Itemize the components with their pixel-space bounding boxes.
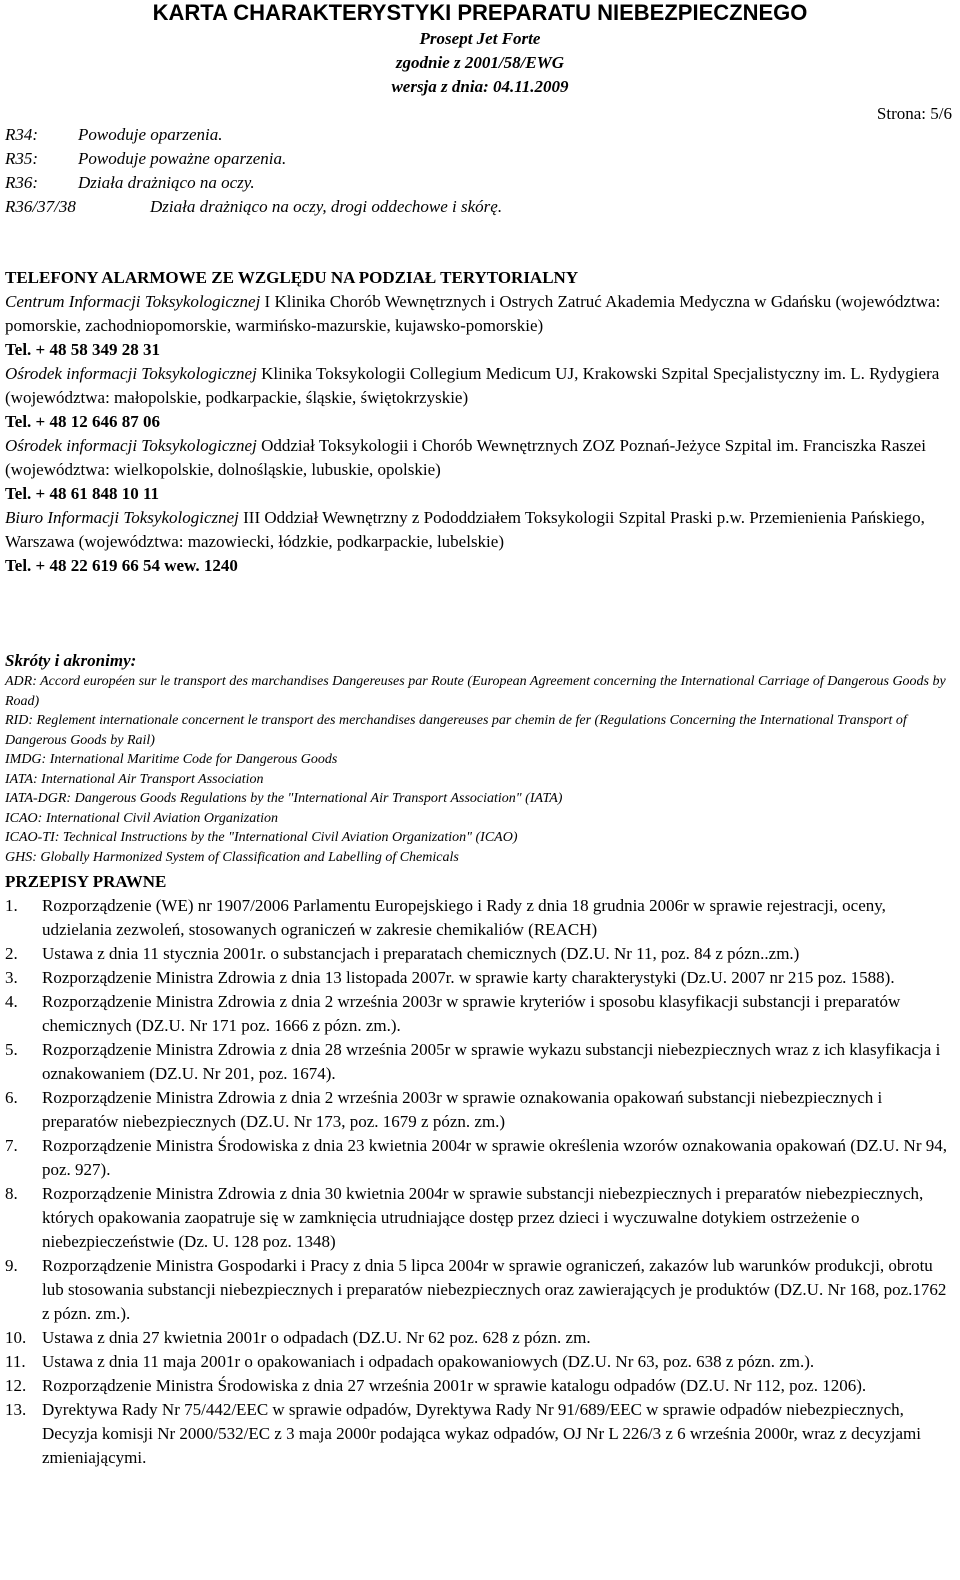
emergency-center bbox=[5, 290, 954, 338]
regulation-text: Rozporządzenie Ministra Środowiska z dnia 23 kwietnia 2004r w sprawie określenia wzorów oznakowania opakowań (DZ.U. Nr 94, poz. 927). bbox=[42, 1136, 947, 1179]
regulation-number: 4. bbox=[5, 992, 18, 1011]
regulation-number: 1. bbox=[5, 896, 18, 915]
center-description: Klinika Toksykologii Collegium Medicum UJ, Krakowski Szpital Specjalistyczny im. L. Rydygiera (województwa: małopolskie, podkarpackie, śląskie, świętokrzyskie) bbox=[5, 364, 940, 407]
regulation-number: 10. bbox=[5, 1328, 27, 1347]
regulation-text: Rozporządzenie (WE) nr 1907/2006 Parlamentu Europejskiego i Rady z dnia 18 grudnia 2006r w sprawie rejestracji, oceny, udzielania zezwoleń, stosowanych ograniczeń w zakresie chemikaliów (REACH) bbox=[42, 896, 886, 939]
regulation-text: Rozporządzenie Ministra Zdrowia z dnia 30 kwietnia 2004r w sprawie substancji niebezpiecznych i preparatów niebezpiecznych, których opakowania zaopatruje się w zamknięcia utrudniające dostęp przez dzieci i wyczuwalne dotykiem ostrzeżenie o niebezpieczeństwie (Dz. U. 128 poz. 1348) bbox=[42, 1184, 924, 1251]
page-number: Strona: 5/6 bbox=[876, 104, 952, 123]
center-name: Centrum Informacji Toksykologicznej bbox=[5, 292, 261, 311]
regulation-item bbox=[5, 942, 954, 966]
regulation-number: 7. bbox=[5, 1136, 18, 1155]
emergency-section bbox=[5, 266, 954, 578]
emergency-title: TELEFONY ALARMOWE ZE WZGLĘDU NA PODZIAŁ TERYTORIALNY bbox=[5, 268, 579, 287]
emergency-center bbox=[5, 362, 954, 410]
center-phone: Tel. + 48 12 646 87 06 bbox=[5, 412, 160, 431]
r-phrase-row bbox=[5, 147, 502, 171]
regulation-item bbox=[5, 1326, 954, 1350]
regulation-text: Dyrektywa Rady Nr 75/442/EEC w sprawie odpadów, Dyrektywa Rady Nr 91/689/EEC w sprawie odpadów niebezpiecznych, Decyzja komisji Nr 2000/532/EC z 3 maja 2000r podająca wykaz odpadów, OJ Nr L 226/3 z 6 września 2000r, wraz z decyzjami zmieniającymi. bbox=[42, 1400, 921, 1467]
regulation-number: 11. bbox=[5, 1352, 26, 1371]
center-description: I Klinika Chorób Wewnętrznych i Ostrych Zatruć Akademia Medyczna w Gdańsku (województwa: pomorskie, zachodniopomorskie, warmińsko-mazurskie, kujawsko-pomorskie) bbox=[5, 292, 941, 335]
abbreviations-title: Skróty i akronimy: bbox=[5, 651, 137, 670]
regulation-item bbox=[5, 1038, 954, 1086]
regulation-text: Rozporządzenie Ministra Zdrowia z dnia 28 września 2005r w sprawie wykazu substancji niebezpiecznych wraz z ich klasyfikacja i oznakowaniem (DZ.U. Nr 201, poz. 1674). bbox=[42, 1040, 941, 1083]
regulation-text: Ustawa z dnia 11 stycznia 2001r. o substancjach i preparatach chemicznych (DZ.U. Nr 11, poz. 84 z pózn..zm.) bbox=[42, 944, 800, 963]
r-phrase-text: Działa drażniąco na oczy, drogi oddechowe i skórę. bbox=[150, 197, 503, 216]
center-name: Ośrodek informacji Toksykologicznej bbox=[5, 364, 257, 383]
r-phrases-list bbox=[5, 123, 502, 219]
regulation-item bbox=[5, 1134, 954, 1182]
emergency-center bbox=[5, 506, 954, 554]
regulation-number: 12. bbox=[5, 1376, 27, 1395]
regulation-number: 3. bbox=[5, 968, 18, 987]
regulation-text: Rozporządzenie Ministra Gospodarki i Pracy z dnia 5 lipca 2004r w sprawie ograniczeń, zakazów lub warunków produkcji, obrotu lub stosowania substancji niebezpiecznych i preparatów niebezpiecznych oraz zawierających je produktów (DZ.U. Nr 168, poz.1762 z pózn. zm.). bbox=[42, 1256, 947, 1323]
regulations-section bbox=[5, 870, 954, 1470]
regulation-text: Ustawa z dnia 11 maja 2001r o opakowaniach i odpadach opakowaniowych (DZ.U. Nr 63, poz. 638 z pózn. zm.). bbox=[42, 1352, 815, 1371]
regulations-title: PRZEPISY PRAWNE bbox=[5, 872, 167, 891]
abbreviation-item: ICAO-TI: Technical Instructions by the "International Civil Aviation Organization" (ICAO) bbox=[5, 830, 518, 845]
regulation-item bbox=[5, 1182, 954, 1254]
center-phone: Tel. + 48 22 619 66 54 wew. 1240 bbox=[5, 556, 238, 575]
abbreviation-item: ADR: Accord européen sur le transport des marchandises Dangereuses par Route (European Agreement concerning the International Carriage of Dangerous Goods by Road) bbox=[5, 674, 946, 709]
abbreviation-item: GHS: Globally Harmonized System of Classification and Labelling of Chemicals bbox=[5, 849, 459, 865]
emergency-center bbox=[5, 434, 954, 482]
abbreviation-item: IATA-DGR: Dangerous Goods Regulations by the "International Air Transport Association" (IATA) bbox=[5, 791, 563, 806]
product-name: Prosept Jet Forte bbox=[419, 29, 541, 48]
r-phrase-text: Powoduje poważne oparzenia. bbox=[78, 149, 287, 168]
r-phrase-code: R36/37/38 bbox=[5, 197, 76, 216]
regulation-text: Rozporządzenie Ministra Zdrowia z dnia 2 września 2003r w sprawie kryteriów i sposobu klasyfikacji substancji i preparatów chemicznych (DZ.U. Nr 171 poz. 1666 z pózn. zm.). bbox=[42, 992, 901, 1035]
regulation-item bbox=[5, 1374, 954, 1398]
regulation-number: 13. bbox=[5, 1400, 27, 1419]
regulation-item bbox=[5, 1350, 954, 1374]
regulation-number: 6. bbox=[5, 1088, 18, 1107]
r-phrase-code: R34: bbox=[5, 125, 39, 144]
document-title: KARTA CHARAKTERYSTYKI PREPARATU NIEBEZPIECZNEGO bbox=[152, 0, 808, 25]
r-phrase-text: Działa drażniąco na oczy. bbox=[78, 173, 255, 192]
regulation-number: 5. bbox=[5, 1040, 18, 1059]
regulation-number: 8. bbox=[5, 1184, 18, 1203]
regulation-number: 9. bbox=[5, 1256, 18, 1275]
abbreviation-item: IATA: International Air Transport Association bbox=[5, 771, 264, 787]
regulation-text: Ustawa z dnia 27 kwietnia 2001r o odpadach (DZ.U. Nr 62 poz. 628 z pózn. zm. bbox=[42, 1328, 591, 1347]
directive-line: zgodnie z 2001/58/EWG bbox=[395, 53, 565, 72]
abbreviations-section bbox=[5, 650, 954, 867]
center-description: III Oddział Wewnętrzny z Pododdziałem Toksykologii Szpital Praski p.w. Przemienienia Pańskiego, Warszawa (województwa: mazowiecki, łódzkie, podkarpackie, lubelskie) bbox=[5, 508, 925, 551]
regulation-text: Rozporządzenie Ministra Zdrowia z dnia 13 listopada 2007r. w sprawie karty charakterystyki (Dz.U. 2007 nr 215 poz. 1588). bbox=[42, 968, 895, 987]
center-name: Ośrodek informacji Toksykologicznej bbox=[5, 436, 257, 455]
abbreviation-item: IMDG: International Maritime Code for Dangerous Goods bbox=[5, 752, 338, 767]
version-line: wersja z dnia: 04.11.2009 bbox=[391, 77, 569, 96]
regulations-list bbox=[5, 894, 954, 1470]
r-phrase-row bbox=[5, 195, 502, 219]
regulation-text: Rozporządzenie Ministra Środowiska z dnia 27 września 2001r w sprawie katalogu odpadów (DZ.U. Nr 112, poz. 1206). bbox=[42, 1376, 867, 1395]
r-phrase-code: R36: bbox=[5, 173, 39, 192]
r-phrase-code: R35: bbox=[5, 149, 39, 168]
center-phone: Tel. + 48 58 349 28 31 bbox=[5, 340, 160, 359]
regulation-item bbox=[5, 1254, 954, 1326]
regulation-number: 2. bbox=[5, 944, 18, 963]
center-description: Oddział Toksykologii i Chorób Wewnętrznych ZOZ Poznań-Jeżyce Szpital im. Franciszka Raszei (województwa: wielkopolskie, dolnośląskie, lubuskie, opolskie) bbox=[5, 436, 926, 479]
r-phrase-row bbox=[5, 123, 502, 147]
regulation-item bbox=[5, 1086, 954, 1134]
regulation-item bbox=[5, 966, 954, 990]
regulation-text: Rozporządzenie Ministra Zdrowia z dnia 2 września 2003r w sprawie oznakowania opakowań substancji niebezpiecznych i preparatów niebezpiecznych (DZ.U. Nr 173, poz. 1679 z pózn. zm.) bbox=[42, 1088, 883, 1131]
abbreviation-item: ICAO: International Civil Aviation Organization bbox=[5, 810, 278, 826]
regulation-item bbox=[5, 894, 954, 942]
r-phrase-text: Powoduje oparzenia. bbox=[78, 125, 223, 144]
regulation-item bbox=[5, 990, 954, 1038]
regulation-item bbox=[5, 1398, 954, 1470]
center-phone: Tel. + 48 61 848 10 11 bbox=[5, 484, 160, 503]
center-name: Biuro Informacji Toksykologicznej bbox=[5, 508, 239, 527]
abbreviation-item: RID: Reglement internationale concernent le transport des merchandises dangereuses par chemin de fer (Regulations Concerning the International Transport of Dangerous Goods by Rail) bbox=[5, 713, 907, 748]
r-phrase-row bbox=[5, 171, 502, 195]
